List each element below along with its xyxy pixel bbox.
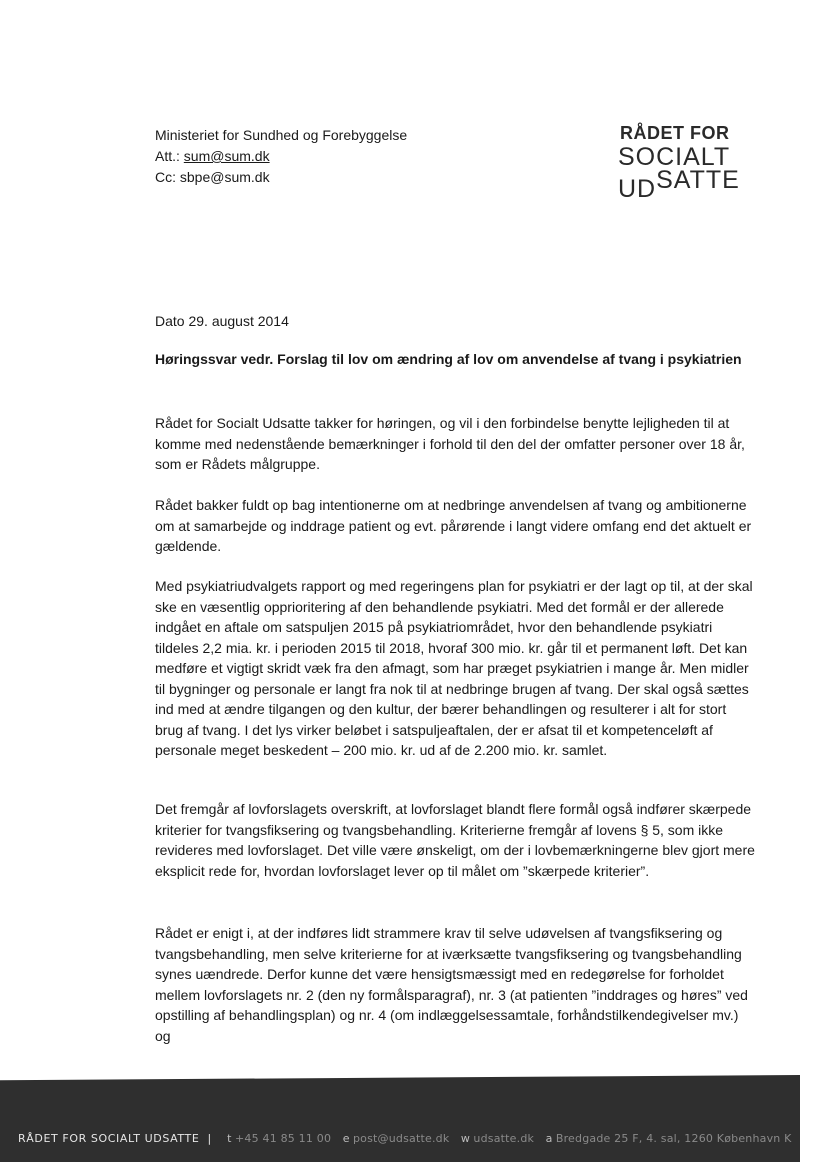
footer-web[interactable]: udsatte.dk	[473, 1132, 535, 1145]
footer-address: Bredgade 25 F, 4. sal, 1260 København K	[555, 1132, 792, 1145]
paragraph-4: Det fremgår af lovforslagets overskrift, at lovforslaget blandt flere formål også indfører skærpede kriterier for tvangsfiksering og tvangsbehandling. Kriterierne fremgår af lovens § 5, som ikke revideres med lovforslaget. Det ville være ønskeligt, om der i lovbemærkningerne blev gjort mere eksplicit rede for, hvordan lovforslaget lever op til målet om ”skærpede kriterier”.	[155, 801, 755, 879]
recipient-block	[155, 125, 407, 188]
paragraph-5: Rådet er enigt i, at der indføres lidt strammere krav til selve udøvelsen af tvangsfiksering og tvangsbehandling, men selve kriterierne for at iværksætte tvangsfiksering og tvangsbehandling synes uændrede. Derfor kunne det være hensigtsmæssigt med en redegørelse for forholdet mellem lovforslagets nr. 2 (den ny formålsparagraf), nr. 3 (at patienten ”inddrages og høres” ved opstilling af behandlingsplan) og nr. 4 (om indlæggelsessamtale, forhåndstilkendegivelser mv.) og	[155, 925, 748, 1044]
footer-contact-line	[18, 1132, 798, 1145]
footer-phone-key: t	[227, 1132, 232, 1145]
att-prefix: Att.:	[155, 148, 184, 164]
paragraph-2: Rådet bakker fuldt op bag intentionerne om at nedbringe anvendelsen af tvang og ambitionerne om at samarbejde og inddrage patient og evt. pårørende i langt videre omfang end det aktuelt er gældende.	[155, 497, 752, 554]
footer-organization: RÅDET FOR SOCIALT UDSATTE	[18, 1132, 200, 1145]
logo-text-satte: SATTE	[656, 166, 740, 194]
att-email-link[interactable]: sum@sum.dk	[183, 148, 270, 164]
letter-date: Dato 29. august 2014	[155, 313, 289, 329]
organization-logo	[610, 122, 746, 201]
recipient-att	[155, 146, 407, 167]
logo-text-top: RÅDET FOR	[620, 123, 730, 143]
logo-text-middle: SOCIALT	[618, 143, 731, 171]
footer-web-key: w	[460, 1132, 470, 1145]
letter-subject: Høringssvar vedr. Forslag til lov om ændring af lov om anvendelse af tvang i psykiatrien	[155, 351, 742, 367]
footer-phone[interactable]: +45 41 85 11 00	[234, 1132, 332, 1145]
paragraph-3: Med psykiatriudvalgets rapport og med regeringens plan for psykiatri er der lagt op til, at der skal ske en væsentlig opprioritering af den behandlende psykiatri. Med det formål er der allerede indgået en aftale om satspuljen 2015 på psykiatriområdet, hvor den behandlende psykiatri tildeles 2,2 mia. kr. i perioden 2015 til 2018, hvoraf 300 mio. kr. går til et permanent løft. Det kan medføre et vigtigt skridt væk fra den afmagt, som har præget psykiatrien i mange år. Men midler til bygninger og personale er langt fra nok til at nedbringe brugen af tvang. Der skal også sættes ind med at ændre tilgangen og den kultur, der bærer behandlingen og resulterer i alt for stort brug af tvang. I det lys virker beløbet i satspuljeaftalen, der er afsat til et kompetenceløft af personale meget beskedent – 200 mio. kr. ud af de 2.200 mio. kr. samlet.	[155, 578, 753, 758]
footer-address-key: a	[545, 1132, 553, 1145]
recipient-ministry: Ministeriet for Sundhed og Forebyggelse	[155, 127, 408, 143]
footer-email-key: e	[342, 1132, 350, 1145]
paragraph-1: Rådet for Socialt Udsatte takker for høringen, og vil i den forbindelse benytte lejligheden til at komme med nedenstående bemærkninger i forhold til den del der omfatter personer over 18 år, som er Rådets målgruppe.	[155, 415, 745, 472]
footer-email[interactable]: post@udsatte.dk	[352, 1132, 450, 1145]
logo-text-ud: UD	[618, 175, 657, 203]
footer-separator: |	[207, 1132, 212, 1145]
logo-text-bottom	[610, 166, 746, 203]
footer-bar	[0, 1075, 800, 1162]
recipient-cc: Cc: sbpe@sum.dk	[155, 169, 270, 185]
